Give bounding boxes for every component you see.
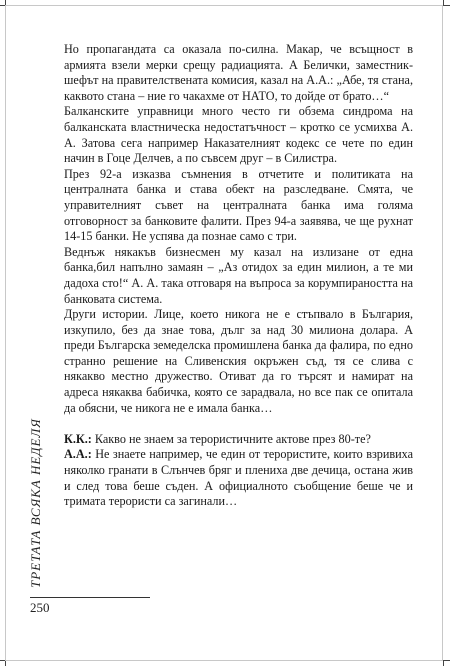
paragraph: Но пропагандата са оказала по-силна. Макар, че всъщност в армията взели мерки срещу радиацията. А Белички, заместник-шефът на правителствената комисия, казал на А.А.: „Абе, тя стана, каквото стана – ние го чакахме от НАТО, то дойде от брато…“ <box>64 42 413 103</box>
footer-rule <box>30 597 150 598</box>
crop-mark-top-left-h <box>0 5 5 6</box>
paragraph: През 92-а изказва съмнения в отчетите и политиката на централната банка и става обект на разследване. Смята, че управителният съвет на централната банка има голяма отговорност за банковите фалити. През 94-а заявява, че ще рухнат 14-15 банки. Не успява да познае само с три. <box>64 166 413 244</box>
body-text <box>64 42 413 510</box>
crop-mark-bottom-left-v <box>5 661 6 666</box>
qa-text: Не знаете например, че един от терористите, които взривиха няколко гранати в Слънчев бряг и плениха две дечица, остана жив и след това беше съден. А официалното съобщение беше че и тримата терористи са загинали… <box>64 447 413 509</box>
running-title-vertical: ТРЕТАТА ВСЯКА НЕДЕЛЯ <box>28 418 43 588</box>
crop-mark-top-right-v <box>443 0 444 5</box>
page-number: 250 <box>30 600 50 615</box>
crop-mark-bottom-right-h <box>443 660 450 661</box>
qa-question <box>64 432 413 448</box>
paragraph: Други истории. Лице, което никога не е стъпвало в България, изкупило, без да знае това, дълг за над 30 милиона долара. А преди Българска земеделска промишлена банка да фалира, по едно странно решение на Сливенския окръжен съд, тя се слива с някакво местно дружество. Отиват да го търсят и намират на адреса някаква бабичка, която се зарадвала, но все пак се опитала да обясни, че никога не е имала банка… <box>64 307 413 415</box>
crop-mark-top-right-h <box>443 5 450 6</box>
speaker-label: А.А.: <box>64 447 92 462</box>
qa-text: Какво не знаем за терористичните актове през 80-те? <box>91 431 371 446</box>
crop-mark-bottom-right-v <box>443 661 444 666</box>
crop-mark-top-left-v <box>5 0 6 5</box>
qa-answer <box>64 447 413 509</box>
paragraph: Балканските управници много често ги обзема синдрома на балканската властническа недостатъчност – кротко се усмихва А. А. Затова сега например Наказателният кодекс се чете по един начин в Гоце Делчев, а по съвсем друг – в Силистра. <box>64 104 413 166</box>
speaker-label: К.К.: <box>64 431 92 446</box>
paragraph: Веднъж някакъв бизнесмен му казал на излизане от една банка,бил напълно замаян – „Аз отидох за един милион, а те ми дадоха сто!“ А. А. така отговаря на въпроса за корумпираността на банковата система. <box>64 244 413 306</box>
